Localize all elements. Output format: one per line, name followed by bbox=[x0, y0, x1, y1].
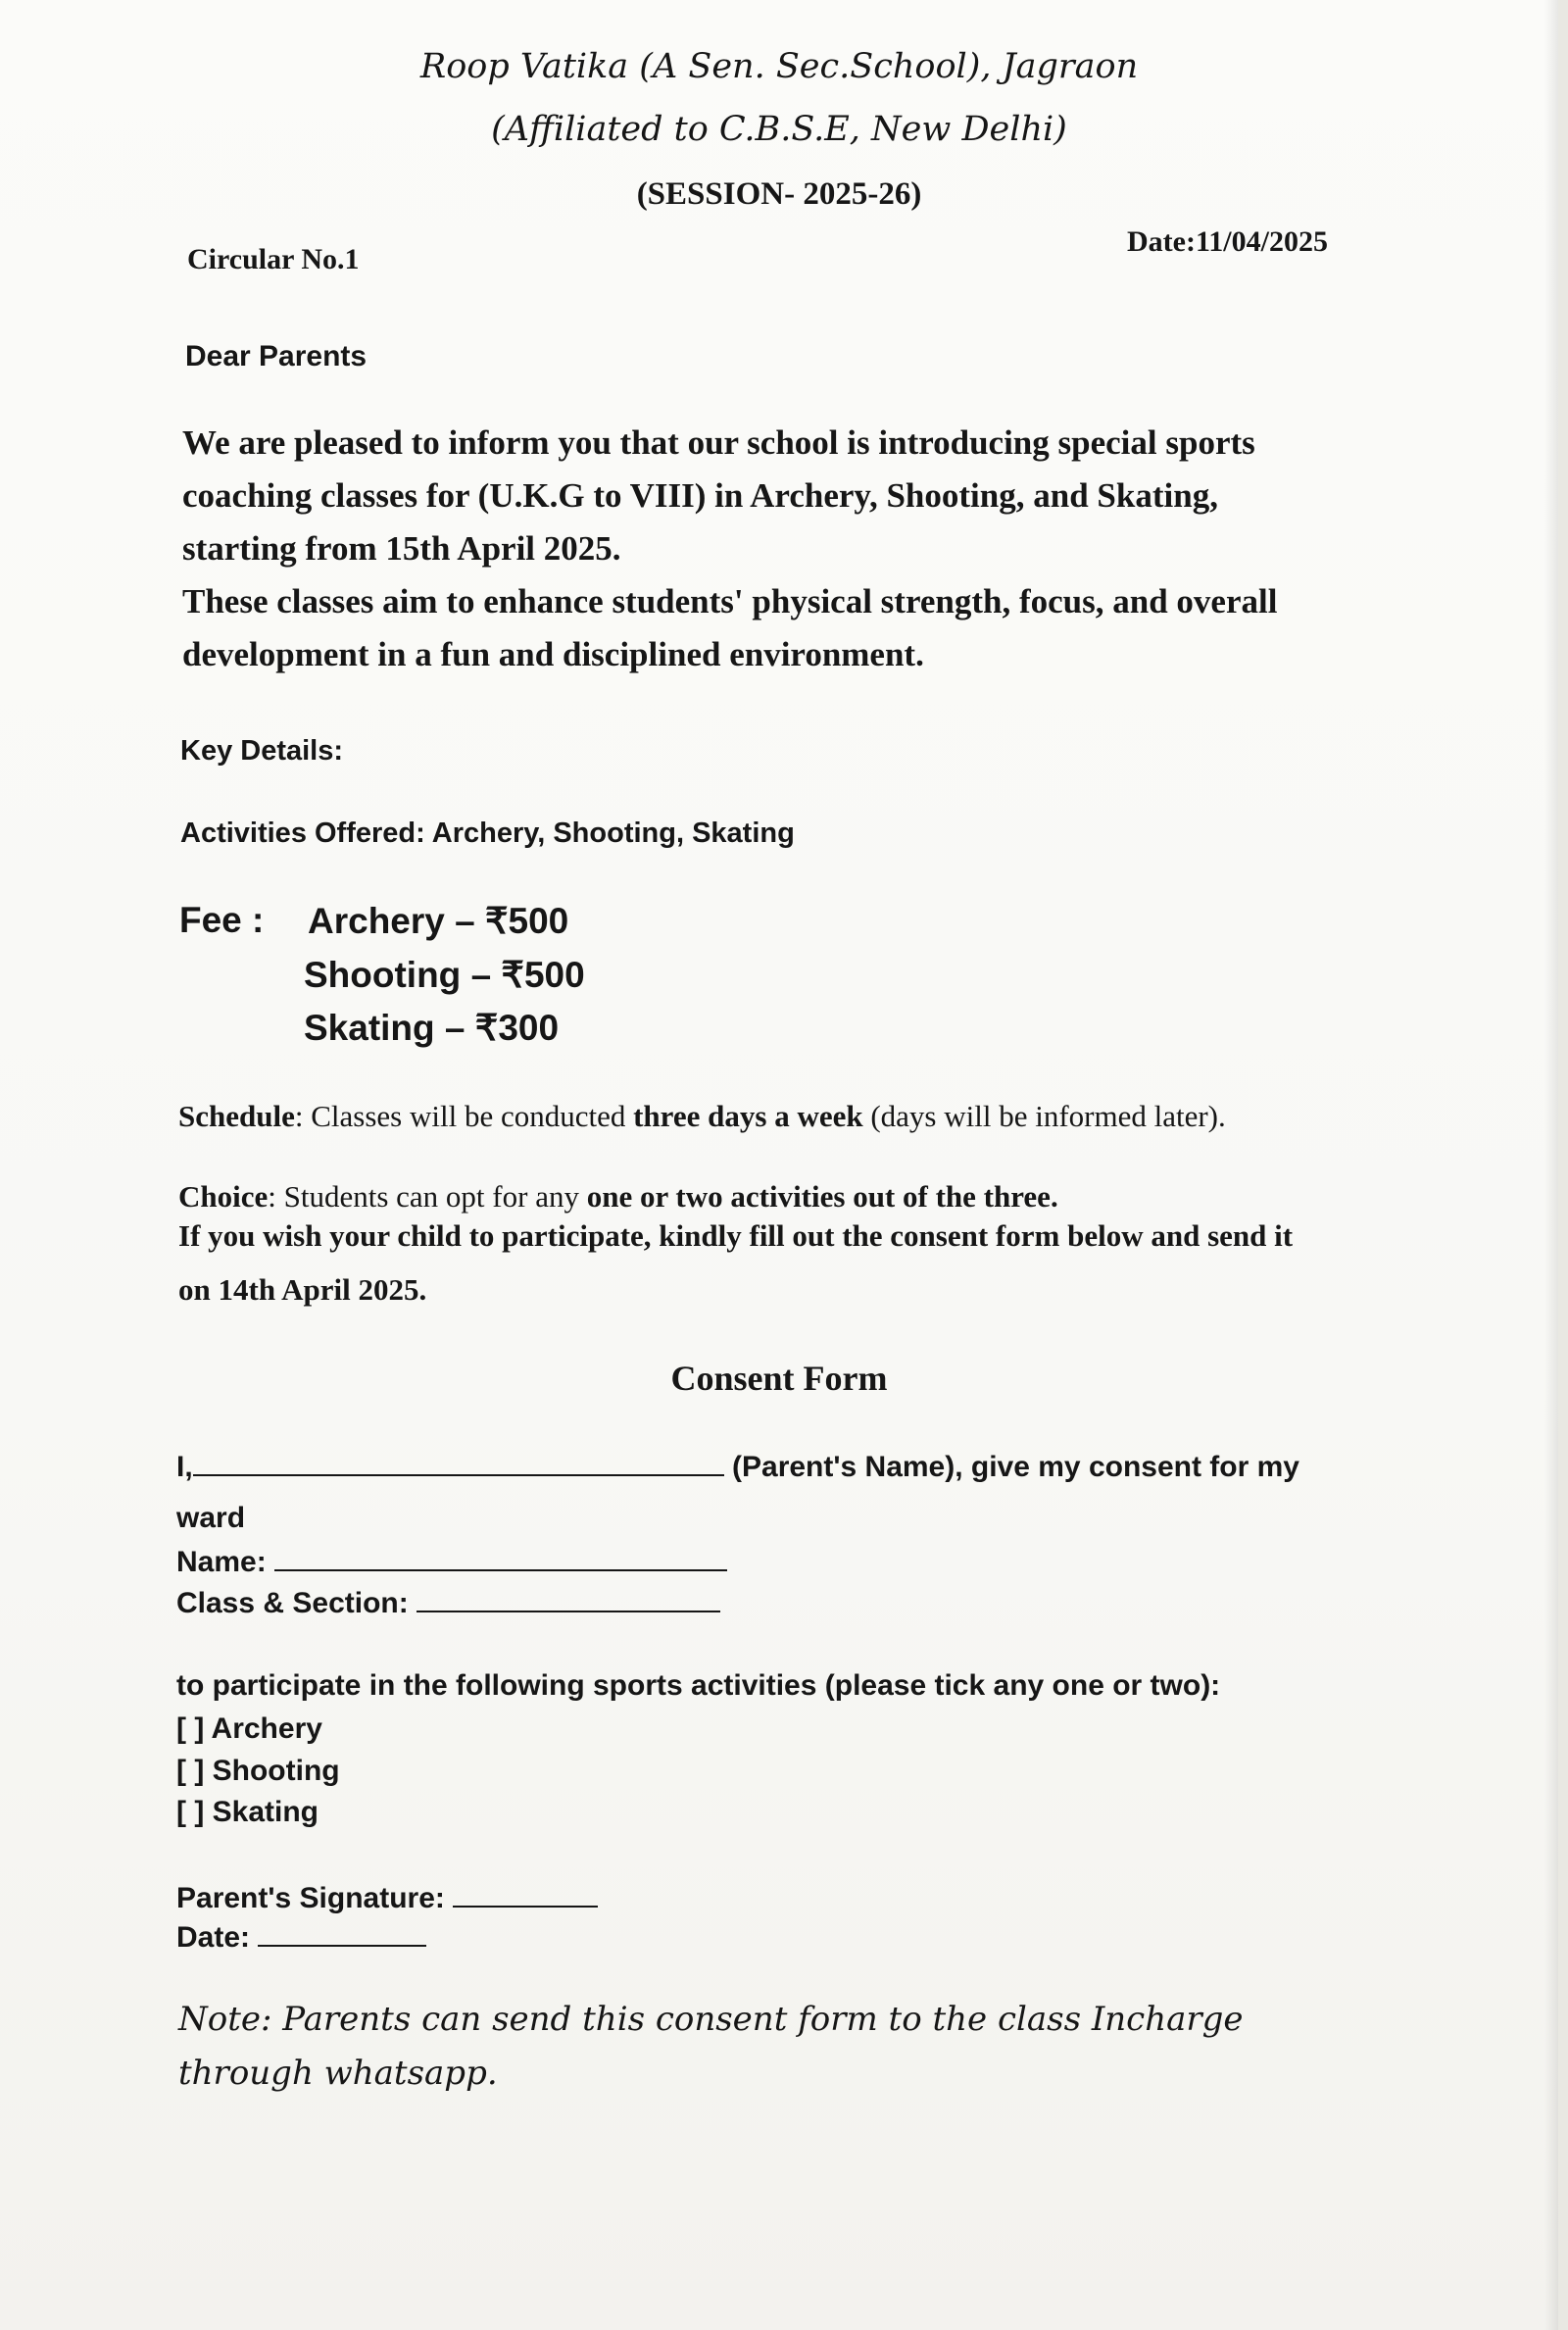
circular-date: Date:11/04/2025 bbox=[1127, 225, 1328, 258]
option-archery[interactable]: [ ] Archery bbox=[176, 1712, 322, 1745]
option-shooting[interactable]: [ ] Shooting bbox=[176, 1755, 340, 1787]
option-skating[interactable]: [ ] Skating bbox=[176, 1796, 319, 1828]
intro-paragraph bbox=[182, 417, 1277, 681]
participate-text: to participate in the following sports activities (please tick any one or two): bbox=[176, 1669, 1221, 1702]
signature-label: Parent's Signature: bbox=[176, 1882, 445, 1914]
salutation: Dear Parents bbox=[185, 340, 368, 372]
date-label: Date: bbox=[176, 1921, 251, 1954]
schedule-text-after: (days will be informed later). bbox=[862, 1099, 1226, 1133]
instruction-line: on 14th April 2025. bbox=[178, 1272, 427, 1307]
fee-label: Fee : bbox=[179, 900, 265, 940]
fee-shooting: Shooting – ₹500 bbox=[304, 955, 585, 995]
session: (SESSION- 2025-26) bbox=[636, 176, 922, 212]
choice-text: : Students can opt for any bbox=[268, 1179, 587, 1214]
class-section-field[interactable] bbox=[416, 1585, 720, 1612]
school-name: Roop Vatika (A Sen. Sec.School), Jagraon bbox=[419, 47, 1139, 86]
intro-line: development in a fun and disciplined environment. bbox=[182, 635, 924, 673]
fee-skating: Skating – ₹300 bbox=[304, 1008, 560, 1048]
affiliation: (Affiliated to C.B.S.E, New Delhi) bbox=[491, 110, 1067, 149]
parent-name-field[interactable] bbox=[193, 1449, 724, 1476]
activities-offered: Activities Offered: Archery, Shooting, Skating bbox=[180, 818, 795, 849]
note-line: Note: Parents can send this consent form to the class Incharge bbox=[178, 2000, 1244, 2039]
schedule-label: Schedule bbox=[178, 1099, 295, 1133]
instruction-line: If you wish your child to participate, kindly fill out the consent form below and send it bbox=[178, 1218, 1294, 1253]
date-field[interactable] bbox=[258, 1919, 426, 1947]
ward-label: ward bbox=[176, 1502, 246, 1534]
ward-name-field[interactable] bbox=[274, 1544, 727, 1571]
note-line: through whatsapp. bbox=[178, 2054, 498, 2093]
schedule-line bbox=[178, 1099, 1226, 1134]
schedule-emphasis: three days a week bbox=[633, 1099, 863, 1133]
fee-archery: Archery – ₹500 bbox=[308, 901, 569, 941]
parent-name-row bbox=[176, 1449, 1299, 1484]
signature-field[interactable] bbox=[453, 1880, 598, 1908]
intro-line: We are pleased to inform you that our school is introducing special sports bbox=[182, 423, 1255, 462]
parent-suffix: (Parent's Name), give my consent for my bbox=[732, 1451, 1299, 1483]
parent-prefix: I, bbox=[176, 1451, 193, 1483]
choice-label: Choice bbox=[178, 1179, 269, 1214]
intro-line: starting from 15th April 2025. bbox=[182, 529, 621, 568]
choice-emphasis: one or two activities out of the three. bbox=[586, 1179, 1058, 1214]
key-details-heading: Key Details: bbox=[180, 735, 344, 767]
schedule-text: : Classes will be conducted bbox=[294, 1099, 634, 1133]
intro-line: coaching classes for (U.K.G to VIII) in Archery, Shooting, and Skating, bbox=[182, 476, 1218, 515]
class-section-label: Class & Section: bbox=[176, 1587, 409, 1619]
signature-row bbox=[176, 1880, 598, 1915]
ward-name-row bbox=[176, 1544, 727, 1579]
date-row bbox=[176, 1919, 426, 1955]
name-label: Name: bbox=[176, 1546, 267, 1578]
intro-line: These classes aim to enhance students' physical strength, focus, and overall bbox=[182, 582, 1278, 620]
consent-form-title: Consent Form bbox=[670, 1359, 888, 1398]
circular-number: Circular No.1 bbox=[187, 243, 360, 275]
class-section-row bbox=[176, 1585, 720, 1620]
choice-line bbox=[178, 1179, 1058, 1215]
